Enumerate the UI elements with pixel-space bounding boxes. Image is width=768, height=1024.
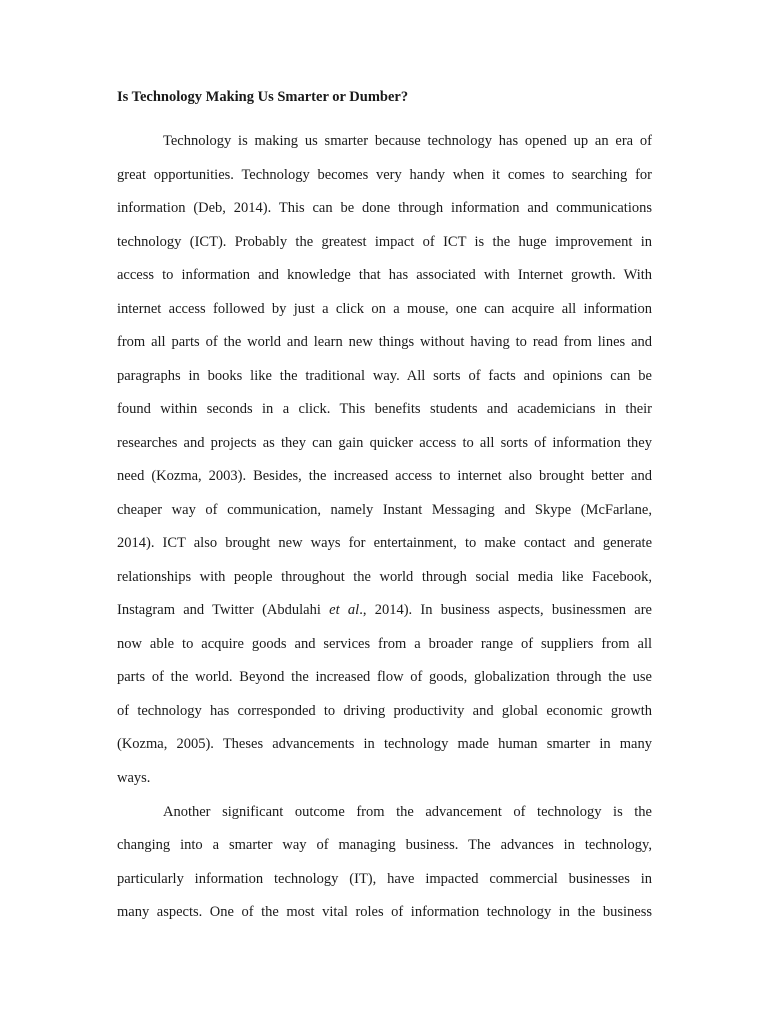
paragraph-1-line-18: of technology has corresponded to driving productivity and global economic growth: [117, 703, 652, 719]
paragraph-1-line-19: (Kozma, 2005). Theses advancements in technology made human smarter in many: [117, 736, 652, 752]
paragraph-1-line-14: relationships with people throughout the world through social media like Facebook,: [117, 569, 652, 585]
paragraph-2-line-1: Another significant outcome from the advancement of technology is the: [163, 804, 652, 820]
paragraph-1-line-13: 2014). ICT also brought new ways for entertainment, to make contact and generate: [117, 535, 652, 551]
paragraph-1-line-3: information (Deb, 2014). This can be done through information and communications: [117, 200, 652, 216]
paragraph-1-line-4: technology (ICT). Probably the greatest impact of ICT is the huge improvement in: [117, 234, 652, 250]
paragraph-1-line-1: Technology is making us smarter because technology has opened up an era of: [163, 133, 652, 149]
paragraph-2-line-4: many aspects. One of the most vital roles of information technology in the business: [117, 904, 652, 920]
paragraph-1-line-10: researches and projects as they can gain quicker access to all sorts of information they: [117, 435, 652, 451]
paragraph-1-line-2: great opportunities. Technology becomes very handy when it comes to searching for: [117, 167, 652, 183]
paragraph-1-line-20: ways.: [117, 770, 151, 786]
citation-et-al: et al: [329, 602, 360, 618]
paragraph-1-line-7: from all parts of the world and learn new things without having to read from lines and: [117, 334, 652, 350]
paragraph-1-line-16: now able to acquire goods and services from a broader range of suppliers from all: [117, 636, 652, 652]
paragraph-2-line-3: particularly information technology (IT), have impacted commercial businesses in: [117, 871, 652, 887]
paragraph-1-line-17: parts of the world. Beyond the increased flow of goods, globalization through the use: [117, 669, 652, 685]
citation-text-before: Instagram and Twitter (Abdulahi: [117, 602, 330, 618]
paragraph-1-line-9: found within seconds in a click. This benefits students and academicians in their: [117, 401, 652, 417]
paragraph-1-line-11: need (Kozma, 2003). Besides, the increased access to internet also brought better and: [117, 468, 652, 484]
citation-text-after: ., 2014). In business aspects, businessmen are: [359, 602, 652, 618]
paragraph-1-line-5: access to information and knowledge that has associated with Internet growth. With: [117, 267, 652, 283]
document-title: Is Technology Making Us Smarter or Dumber?: [117, 89, 409, 105]
paragraph-1-line-6: internet access followed by just a click on a mouse, one can acquire all information: [117, 301, 652, 317]
paragraph-2-line-2: changing into a smarter way of managing business. The advances in technology,: [117, 837, 652, 853]
paragraph-1-line-15: [117, 600, 652, 620]
paragraph-1-line-8: paragraphs in books like the traditional way. All sorts of facts and opinions can be: [117, 368, 652, 384]
paragraph-1-line-12: cheaper way of communication, namely Instant Messaging and Skype (McFarlane,: [117, 502, 652, 518]
